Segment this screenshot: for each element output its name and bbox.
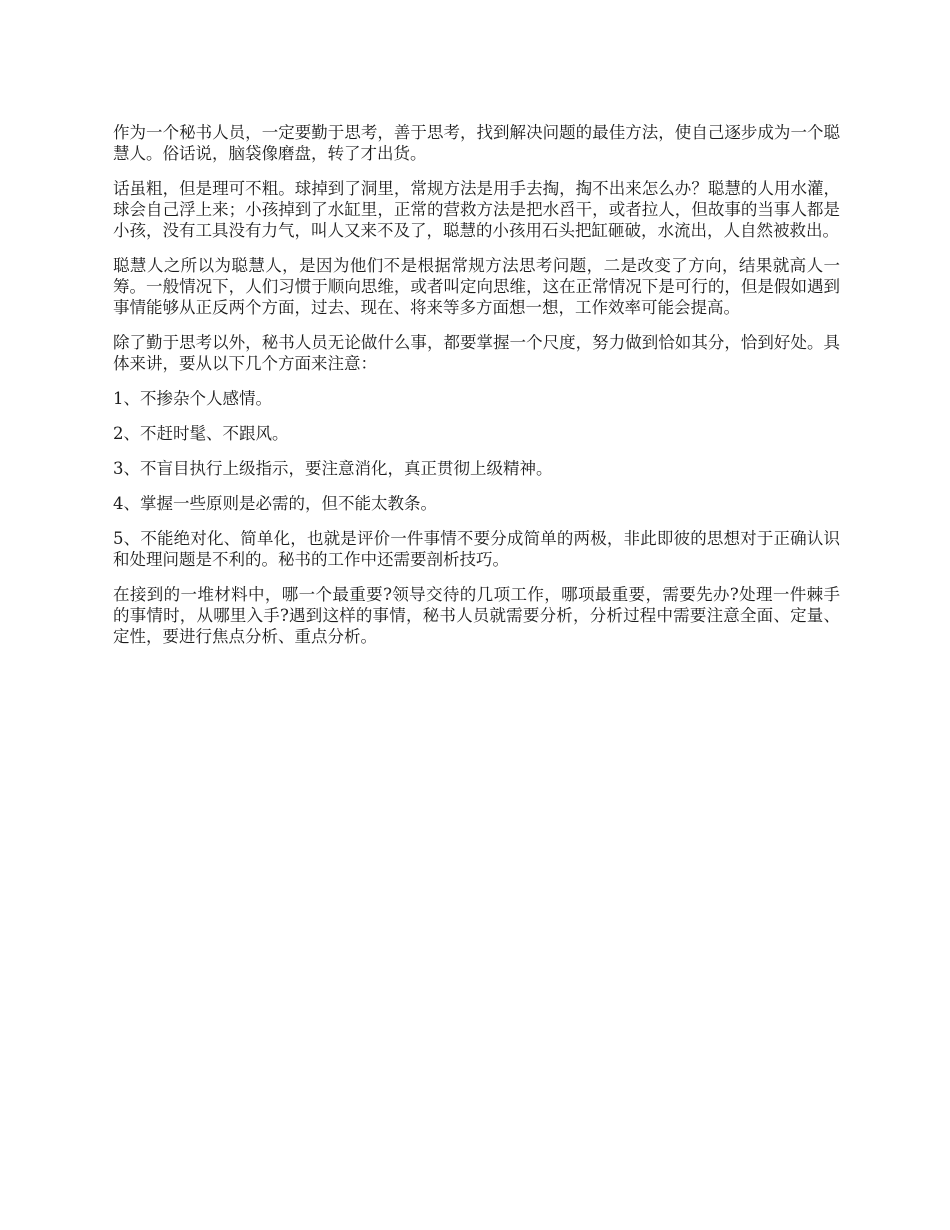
list-item-5: 5、不能绝对化、简单化，也就是评价一件事情不要分成简单的两极，非此即彼的思想对于正确认识和处理问题是不利的。秘书的工作中还需要剖析技巧。 [113,529,840,569]
paragraph-reasoning: 聪慧人之所以为聪慧人，是因为他们不是根据常规方法思考问题，二是改变了方向，结果就高人一筹。一般情况下，人们习惯于顺向思维，或者叫定向思维，这在正常情况下是可行的，但是假如遇到事情能够从正反两个方面，过去、现在、将来等多方面想一想，工作效率可能会提高。 [113,256,840,317]
paragraph-measure: 除了勤于思考以外，秘书人员无论做什么事，都要掌握一个尺度，努力做到恰如其分，恰到好处。具体来讲，要从以下几个方面来注意： [113,333,840,373]
paragraph-analysis: 在接到的一堆材料中，哪一个最重要?领导交待的几项工作，哪项最重要，需要先办?处理一件棘手的事情时，从哪里入手?遇到这样的事情，秘书人员就需要分析，分析过程中需要注意全面、定量、定性，要进行焦点分析、重点分析。 [113,585,840,646]
list-item-3: 3、不盲目执行上级指示，要注意消化，真正贯彻上级精神。 [113,459,553,478]
document-body [113,122,840,661]
list-item-1: 1、不掺杂个人感情。 [113,389,272,408]
paragraph-intro: 作为一个秘书人员，一定要勤于思考，善于思考，找到解决问题的最佳方法，使自己逐步成为一个聪慧人。俗话说，脑袋像磨盘，转了才出货。 [113,123,840,163]
list-item-4: 4、掌握一些原则是必需的，但不能太教条。 [113,494,437,513]
list-item-2: 2、不赶时髦、不跟风。 [113,424,289,443]
paragraph-example: 话虽粗，但是理可不粗。球掉到了洞里，常规方法是用手去掏，掏不出来怎么办？聪慧的人用水灌，球会自己浮上来；小孩掉到了水缸里，正常的营救方法是把水舀干，或者拉人，但故事的当事人都是小孩，没有工具没有力气，叫人又来不及了，聪慧的小孩用石头把缸砸破，水流出，人自然被救出。 [113,179,840,240]
